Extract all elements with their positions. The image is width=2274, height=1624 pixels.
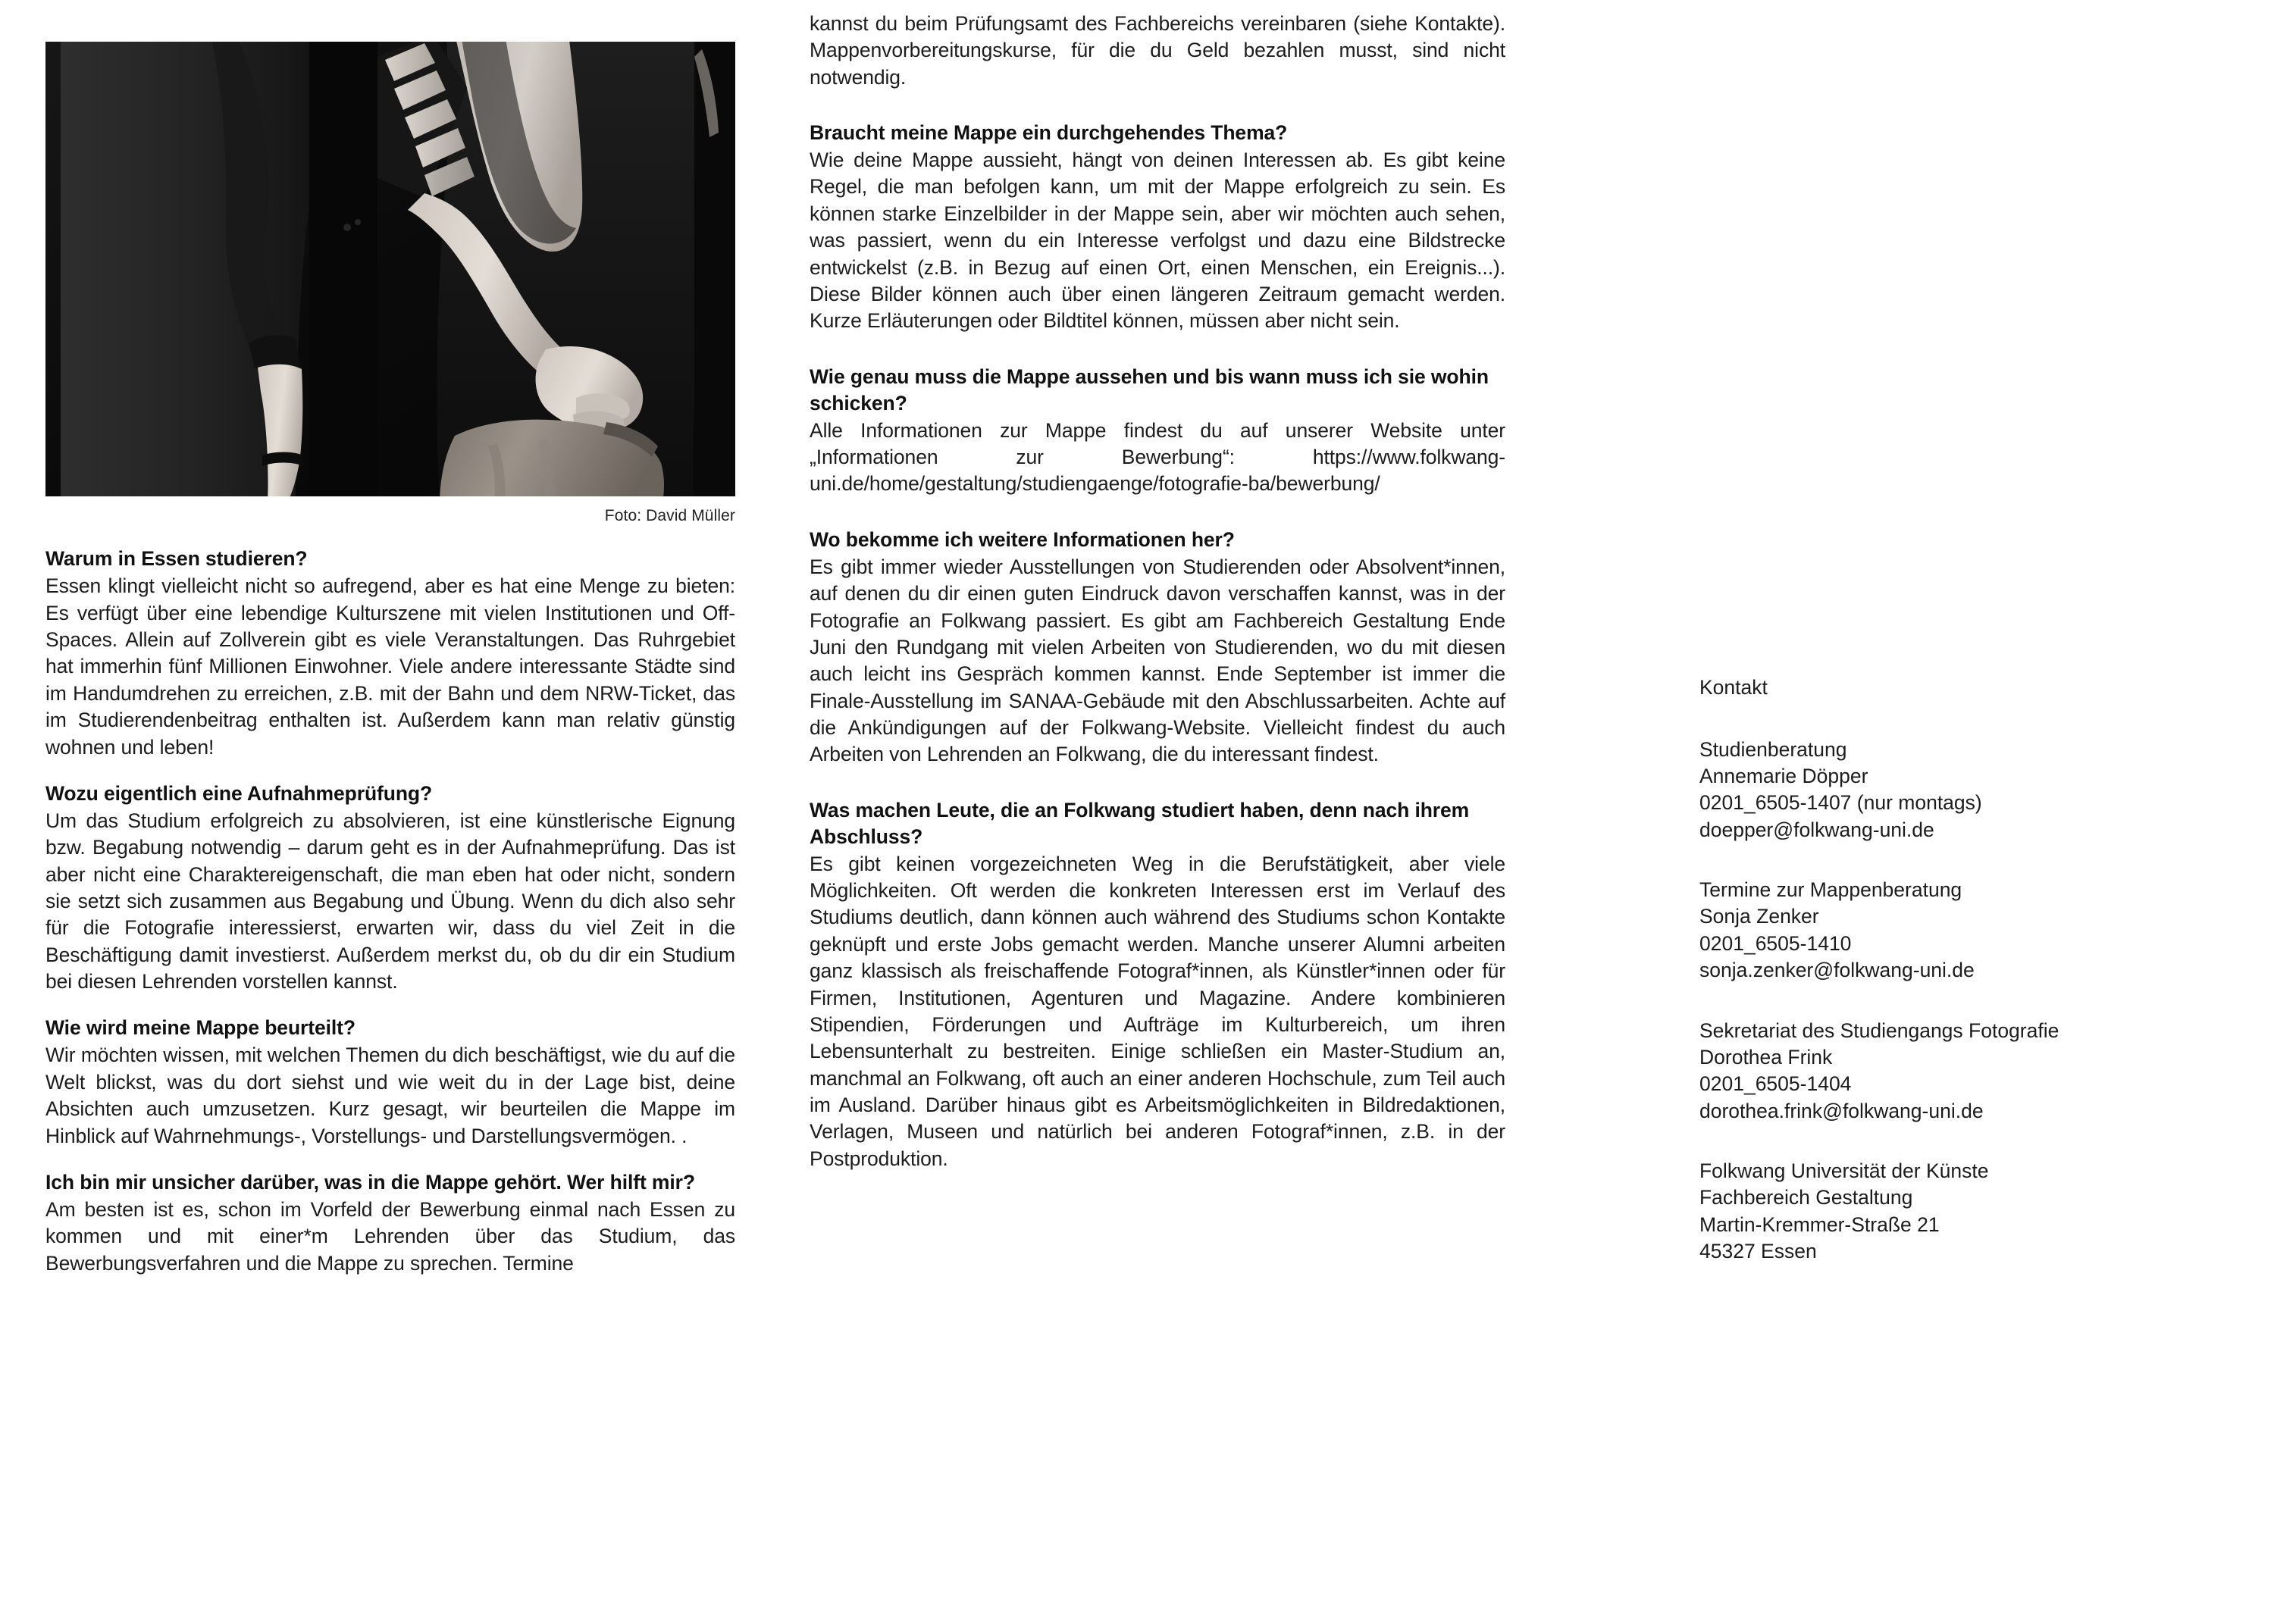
contact-name: Dorothea Frink	[1699, 1045, 1833, 1069]
institution-name: Folkwang Universität der Künste	[1699, 1159, 1989, 1182]
contact-block-sekretariat	[1699, 1018, 2200, 1125]
qa-section	[810, 120, 1505, 335]
photo-illustration	[45, 42, 735, 496]
left-column	[45, 42, 735, 1277]
contact-phone[interactable]: 0201_6505-1410	[1699, 931, 1852, 955]
photo-credit: Foto: David Müller	[604, 507, 735, 524]
contact-name: Sonja Zenker	[1699, 905, 1819, 928]
qa-section	[45, 781, 735, 996]
contact-block-studienberatung	[1699, 737, 2200, 844]
question-heading: Wo bekomme ich weitere Informationen her?	[810, 527, 1235, 551]
continuation-paragraph-block	[810, 11, 1505, 91]
question-heading: Wie genau muss die Mappe aussehen und bis wann muss ich sie wohin schicken?	[810, 365, 1489, 415]
answer-text: Am besten ist es, schon im Vorfeld der Bewerbung einmal nach Essen zu kommen und mit einer*m Lehrenden über das Studium, das Bewerbungsverfahren und die Mappe zu sprechen. Termine	[45, 1197, 735, 1275]
qa-section	[810, 797, 1505, 1172]
qa-section	[45, 1169, 735, 1277]
qa-section	[810, 527, 1505, 768]
answer-text: Essen klingt vielleicht nicht so aufregend, aber es hat eine Menge zu bieten: Es verfügt über eine lebendige Kulturszene mit vielen Institutionen und Off-Spaces. Allein auf Zollverein gibt es viele Veranstaltungen. Das Ruhrgebiet hat immerhin fünf Millionen Einwohner. Viele andere interessante Städte sind im Handumdrehen zu erreichen, z.B. mit der Bahn und dem NRW-Ticket, das im Studierendenbeitrag enthalten ist. Außerdem kann man relativ günstig wohnen und leben!	[45, 574, 735, 759]
contact-phone[interactable]: 0201_6505-1407 (nur montags)	[1699, 791, 1982, 815]
contact-role: Studienberatung	[1699, 737, 1847, 761]
contact-block-institution	[1699, 1158, 2200, 1266]
photo-figure	[45, 42, 735, 526]
contact-name: Annemarie Döpper	[1699, 764, 1868, 787]
institution-street: Martin-Kremmer-Straße 21	[1699, 1213, 1940, 1236]
question-heading: Wozu eigentlich eine Aufnahmeprüfung?	[45, 781, 433, 805]
question-heading: Warum in Essen studieren?	[45, 547, 308, 571]
contact-column	[1699, 674, 2200, 1266]
answer-text: Es gibt keinen vorgezeichneten Weg in die Berufstätigkeit, aber viele Möglichkeiten. Oft werden die konkreten Interessen erst im Verlauf des Studiums deutlich, dann können auch während des Studiums schon Kontakte geknüpft und erste Jobs gemacht werden. Manche unserer Alumni arbeiten ganz klassisch als freischaffende Fotograf*innen, als Künstler*innen oder für Firmen, Institutionen, Agenturen und Magazine. Andere kombinieren Stipendien, Förderungen und Aufträge im Kulturbereich, um ihren Lebensunterhalt zu bestreiten. Einige schließen ein Master-Studium an, manchmal an Folkwang, oft auch an einer anderen Hochschule, zum Teil auch im Ausland. Darüber hinaus gibt es Arbeitsmöglichkeiten in Bildredaktionen, Verlagen, Museen und natürlich bei anderen Fotograf*innen, z.B. in der Postproduktion.	[810, 852, 1505, 1170]
contact-email[interactable]: sonja.zenker@folkwang-uni.de	[1699, 959, 1975, 982]
continuation-paragraph: kannst du beim Prüfungsamt des Fachbereichs vereinbaren (siehe Kontakte). Mappenvorbereitungskurse, für die du Geld bezahlen musst, sind nicht notwendig.	[810, 12, 1505, 89]
question-heading: Ich bin mir unsicher darüber, was in die Mappe gehört. Wer hilft mir?	[45, 1170, 695, 1194]
qa-section	[810, 364, 1505, 498]
middle-column	[810, 11, 1505, 1172]
answer-text: Wir möchten wissen, mit welchen Themen du dich beschäftigst, wie du auf die Welt blickst, was du dort siehst und wie weit du in der Lage bist, deine Absichten auch umzusetzen. Kurz gesagt, wir beurteilen die Mappe im Hinblick auf Wahrnehmungs-, Vorstellungs- und Darstellungsvermögen. .	[45, 1044, 735, 1147]
contact-block-mappenberatung	[1699, 877, 2200, 984]
institution-city: 45327 Essen	[1699, 1240, 1817, 1263]
qa-section	[45, 1015, 735, 1149]
institution-department: Fachbereich Gestaltung	[1699, 1186, 1913, 1209]
contact-role: Termine zur Mappenberatung	[1699, 878, 1962, 901]
question-heading: Was machen Leute, die an Folkwang studiert haben, denn nach ihrem Abschluss?	[810, 798, 1470, 848]
photograph	[45, 42, 735, 496]
contact-heading: Kontakt	[1699, 676, 1768, 699]
answer-text: Alle Informationen zur Mappe findest du auf unserer Website unter „Informationen zur Bewerbung“: https://www.folkwang-uni.de/home/gestaltung/studiengaenge/fotografie-ba/bewerbung/	[810, 418, 1505, 496]
answer-text: Um das Studium erfolgreich zu absolvieren, ist eine künstlerische Eignung bzw. Begabung notwendig – darum geht es in der Aufnahmeprüfung. Das ist aber nicht eine Charaktereigenschaft, die man eben hat oder nicht, sondern sie setzt sich zusammen aus Begabung und Übung. Wenn du dich also sehr für die Fotografie interessierst, erwarten wir, dass du viel Zeit in die Beschäftigung damit investierst. Außerdem merkst du, ob du dir ein Studium bei diesen Lehrenden vorstellen kannst.	[45, 809, 735, 993]
question-heading: Wie wird meine Mappe beurteilt?	[45, 1016, 356, 1040]
contact-phone[interactable]: 0201_6505-1404	[1699, 1072, 1852, 1096]
question-heading: Braucht meine Mappe ein durchgehendes Thema?	[810, 121, 1288, 145]
contact-email[interactable]: doepper@folkwang-uni.de	[1699, 818, 1934, 841]
answer-text: Es gibt immer wieder Ausstellungen von Studierenden oder Absolvent*innen, auf denen du dir einen guten Eindruck davon verschaffen kannst, was in der Fotografie an Folkwang passiert. Es gibt am Fachbereich Gestaltung Ende Juni den Rundgang mit vielen Arbeiten von Studierenden, wo du mit diesen auch leicht ins Gespräch kommen kannst. Ende September ist immer die Finale-Ausstellung im SANAA-Gebäude mit den Abschlussarbeiten. Achte auf die Ankündigungen auf der Folkwang-Website. Vielleicht findest du auch Arbeiten von Lehrenden an Folkwang, die du interessant findest.	[810, 555, 1505, 766]
contact-role: Sekretariat des Studiengangs Fotografie	[1699, 1019, 2059, 1042]
answer-text: Wie deine Mappe aussieht, hängt von deinen Interessen ab. Es gibt keine Regel, die man befolgen kann, um mit der Mappe erfolgreich zu sein. Es können starke Einzelbilder in der Mappe sein, aber wir möchten auch sehen, was passiert, wenn du ein Interesse verfolgst und dazu eine Bildstrecke entwickelst (z.B. in Bezug auf einen Ort, einen Menschen, ein Ereignis...). Diese Bilder können auch über einen längeren Zeitraum gemacht werden. Kurze Erläuterungen oder Bildtitel können, müssen aber nicht sein.	[810, 149, 1505, 333]
contact-email[interactable]: dorothea.frink@folkwang-uni.de	[1699, 1099, 1984, 1122]
qa-section	[45, 546, 735, 761]
